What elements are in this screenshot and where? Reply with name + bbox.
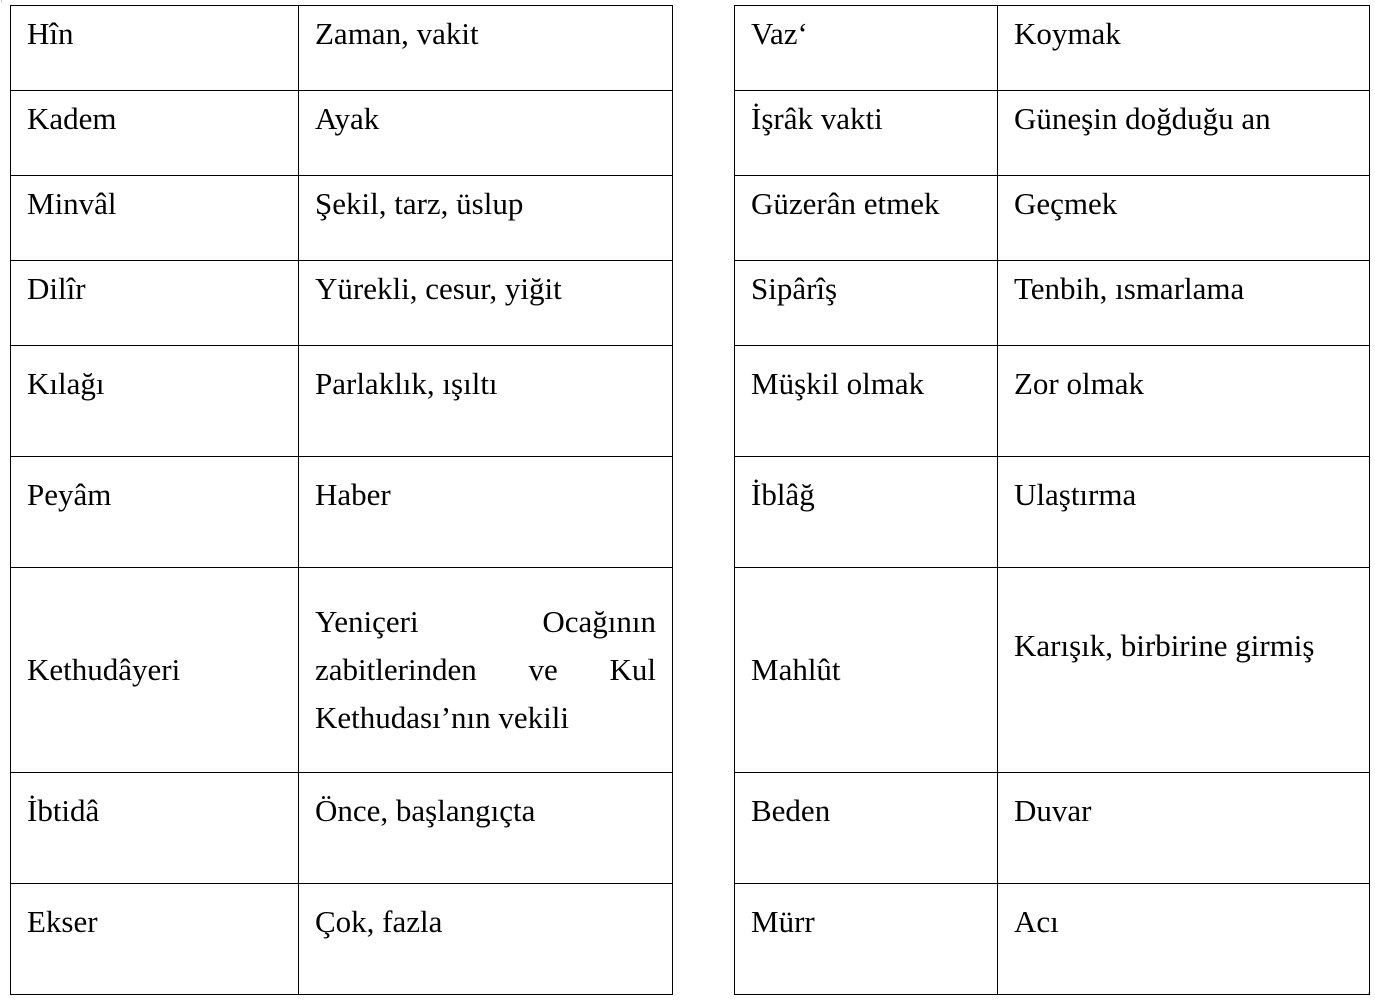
table-row — [735, 176, 1370, 261]
term-cell: Beden — [735, 773, 998, 884]
term-cell: Vaz‘ — [735, 6, 998, 91]
term-cell: Kethudâyeri — [11, 568, 299, 773]
meaning-cell: Haber — [299, 457, 673, 568]
table-row — [11, 773, 673, 884]
table-row — [11, 6, 673, 91]
table-row — [735, 884, 1370, 995]
meaning-cell: Tenbih, ısmarlama — [998, 261, 1370, 346]
table-row — [735, 91, 1370, 176]
term-cell: Mürr — [735, 884, 998, 995]
corner-mark-top-left: ⁱ — [1, 0, 3, 7]
term-cell: Peyâm — [11, 457, 299, 568]
meaning-cell: Yürekli, cesur, yiğit — [299, 261, 673, 346]
meaning-cell: Zaman, vakit — [299, 6, 673, 91]
table-row — [11, 346, 673, 457]
table-row — [735, 773, 1370, 884]
glossary-table-right — [734, 5, 1370, 995]
table-row — [735, 346, 1370, 457]
meaning-cell: Parlaklık, ışıltı — [299, 346, 673, 457]
table-row — [11, 568, 673, 773]
term-cell: Hîn — [11, 6, 299, 91]
meaning-cell: Ayak — [299, 91, 673, 176]
corner-mark-bottom-right: ᶜ — [1368, 990, 1371, 999]
term-cell: İşrâk vakti — [735, 91, 998, 176]
meaning-cell: Şekil, tarz, üslup — [299, 176, 673, 261]
meaning-cell: Çok, fazla — [299, 884, 673, 995]
term-cell: Kadem — [11, 91, 299, 176]
term-cell: Ekser — [11, 884, 299, 995]
term-cell: Mahlût — [735, 568, 998, 773]
meaning-cell: Karışık, birbirine girmiş — [998, 568, 1370, 773]
meaning-cell: Duvar — [998, 773, 1370, 884]
table-row — [11, 884, 673, 995]
table-row — [735, 457, 1370, 568]
table-row — [735, 261, 1370, 346]
meaning-cell: Koymak — [998, 6, 1370, 91]
term-cell: Sipârîş — [735, 261, 998, 346]
term-cell: İblâğ — [735, 457, 998, 568]
term-cell: Güzerân etmek — [735, 176, 998, 261]
meaning-cell: Yeniçeri Ocağının zabitlerinden ve Kul Kethudası’nın vekili — [299, 568, 673, 773]
table-row — [11, 457, 673, 568]
table-row — [11, 176, 673, 261]
table-row — [735, 568, 1370, 773]
table-row — [11, 261, 673, 346]
meaning-cell: Önce, başlangıçta — [299, 773, 673, 884]
glossary-table-left — [10, 5, 673, 995]
meaning-cell: Geçmek — [998, 176, 1370, 261]
table-row — [11, 91, 673, 176]
meaning-cell: Acı — [998, 884, 1370, 995]
meaning-cell: Zor olmak — [998, 346, 1370, 457]
term-cell: Kılağı — [11, 346, 299, 457]
meaning-cell: Ulaştırma — [998, 457, 1370, 568]
table-row — [735, 6, 1370, 91]
term-cell: Minvâl — [11, 176, 299, 261]
term-cell: Dilîr — [11, 261, 299, 346]
term-cell: İbtidâ — [11, 773, 299, 884]
term-cell: Müşkil olmak — [735, 346, 998, 457]
meaning-cell: Güneşin doğduğu an — [998, 91, 1370, 176]
